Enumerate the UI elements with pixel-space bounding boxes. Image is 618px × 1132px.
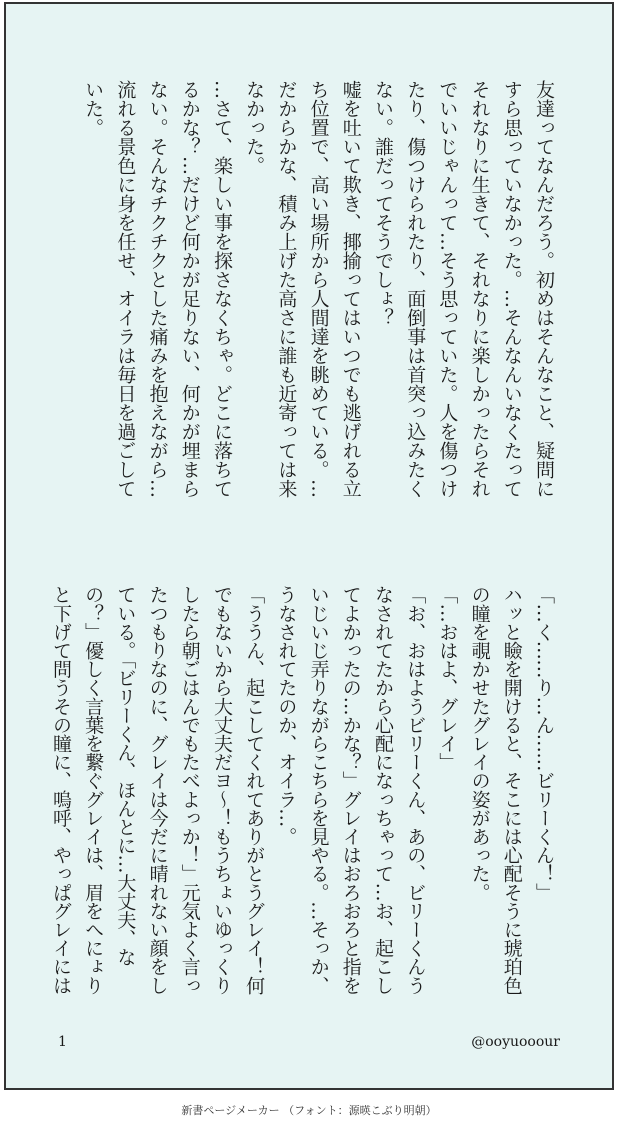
- text-column: 嘘を吐いて欺き、揶揄ってはいつでも逃げれる立: [339, 80, 362, 498]
- text-column: …さて、楽しい事を探さなくちゃ。どこに落ちて: [210, 80, 233, 498]
- text-column: ない。そんなチクチクとした痛みを抱えながら…: [146, 80, 169, 498]
- text-block-top: [82, 80, 560, 550]
- text-column: の？」優しく言葉を繋ぐグレイは、眉をへにょり: [82, 585, 105, 995]
- author-handle: @ooyuooour: [471, 1034, 560, 1050]
- text-column: 「…く……り…ん……ビリーくん！」: [533, 585, 555, 902]
- book-page: [4, 2, 614, 1090]
- generator-credit: 新書ページメーカー （フォント：源暎こぶり明朝）: [181, 1104, 437, 1117]
- text-column: なかった。: [243, 80, 266, 175]
- text-column: 「お、おはようビリーくん、あの、ビリーくんう: [404, 585, 427, 995]
- text-column: それなりに生きて、それなりに楽しかったらそれ: [468, 80, 491, 498]
- text-column: 流れる景色に身を任せ、オイラは毎日を過ごして: [114, 80, 137, 498]
- text-column: なされてたから心配になっちゃって…お、起こし: [371, 585, 394, 995]
- text-column: いじいじ弄りながらこちらを見やる。…そっか、: [307, 585, 330, 995]
- text-column: うなされてたのか、オイラ…。: [275, 585, 298, 846]
- text-column: でいいじゃんって…そう思っていた。人を傷つけ: [436, 80, 459, 498]
- text-column: たり、傷つけられたり、面倒事は首突っ込みたく: [404, 80, 427, 498]
- text-column: と下げて問うその瞳に、嗚呼、やっぱグレイには: [49, 585, 72, 995]
- page-number: 1: [58, 1034, 67, 1050]
- text-column: でもないから大丈夫だヨ～！もうちょいゆっくり: [210, 585, 233, 995]
- text-column: の瞳を覗かせたグレイの姿があった。: [468, 585, 491, 902]
- text-column: ている。「ビリーくん、ほんとに…大丈夫、な: [114, 585, 137, 967]
- text-column: ち位置で、高い場所から人間達を眺めている。…: [307, 80, 330, 498]
- text-column: たつもりなのに、グレイは今だに晴れない顔をし: [146, 585, 169, 995]
- text-column: ない。誰だってそうでしょ？: [371, 80, 394, 327]
- text-block-bottom: [49, 585, 560, 1003]
- text-column: だからかな、積み上げた高さに誰も近寄っては来: [275, 80, 298, 498]
- text-column: 「…おはよ、グレイ」: [436, 585, 459, 772]
- text-column: るかな？…だけど何かが足りない、何かが埋まら: [178, 80, 201, 498]
- text-column: 「ううん、起こしてくれてありがとうグレイ！何: [243, 585, 266, 995]
- text-column: 友達ってなんだろう。初めはそんなこと、疑問に: [533, 80, 555, 498]
- text-column: したら朝ごはんでもたべよっか！」元気よく言っ: [178, 585, 201, 995]
- text-column: すら思っていなかった。…そんなんいなくたって: [500, 80, 523, 498]
- text-column: いた。: [82, 80, 105, 137]
- text-column: てよかったの…かな？」グレイはおろおろと指を: [339, 585, 362, 995]
- text-column: ハッと瞼を開けると、そこには心配そうに琥珀色: [500, 585, 523, 995]
